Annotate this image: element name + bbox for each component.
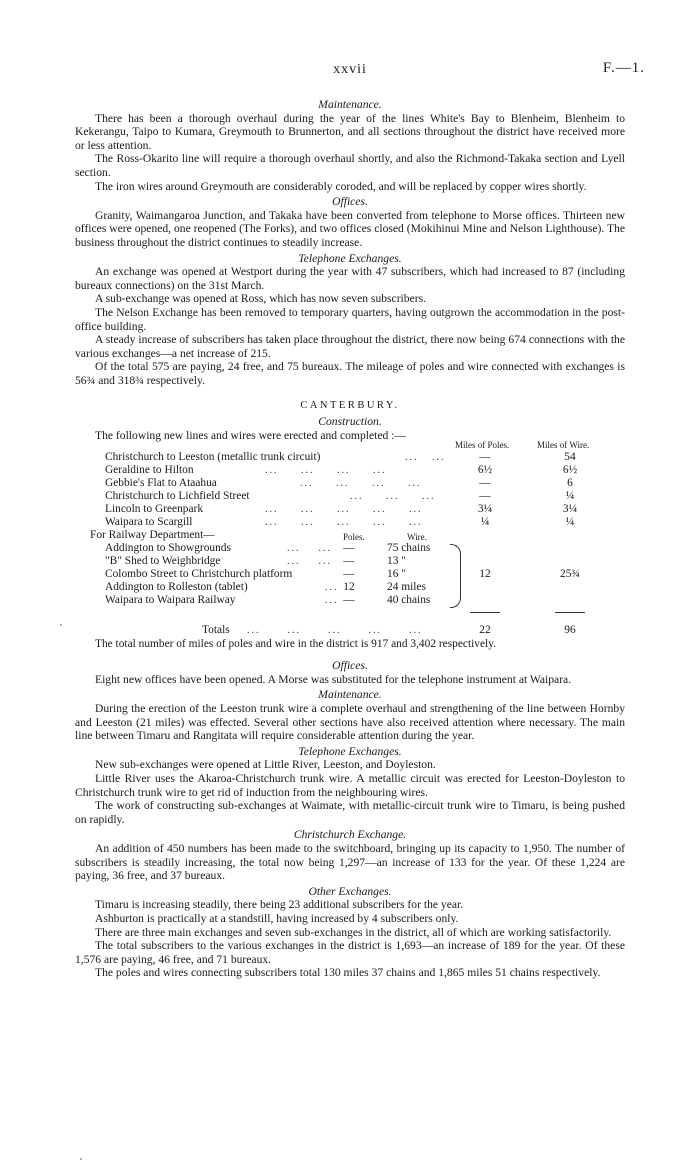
poles-cell: —	[479, 477, 491, 490]
construction-table	[75, 442, 625, 657]
table-row-label: Lincoln to Greenpark	[105, 503, 204, 516]
railway-wire-cell: 75 chains	[387, 542, 431, 555]
paragraph: A sub-exchange was opened at Ross, which has now seven subscribers.	[95, 292, 426, 306]
table-row-label: Christchurch to Leeston (metallic trunk circuit)	[105, 451, 321, 464]
sub-header-poles: Poles.	[343, 532, 365, 543]
railway-row-label: "B" Shed to Weighbridge	[105, 555, 221, 568]
paragraph: There has been a thorough overhaul during the year of the lines White's Bay to Blenheim, Blenheim to Kekerangu, Taipo to Kumara, Greymouth to Brunnerton, and all sections throughout the district have received more or less attention.	[75, 111, 625, 152]
paragraph: The work of constructing sub-exchanges at Waimate, with metallic-circuit trunk wire to Timaru, is being pushed on rapidly.	[75, 799, 625, 826]
construction-intro: The following new lines and wires were erected and completed :—	[95, 428, 406, 442]
page-reference: F.—1.	[602, 60, 645, 76]
railway-poles-cell: —	[343, 568, 355, 581]
maintenance-heading: Maintenance.	[318, 98, 382, 111]
paragraph: Timaru is increasing steadily, there being 23 additional subscribers for the year.	[95, 898, 464, 912]
leader-dots: ... ... ... ...	[300, 478, 422, 490]
summary-line: The total number of miles of poles and wire in the district is 917 and 3,402 respectively.	[95, 638, 497, 651]
poles-cell: 6½	[477, 464, 493, 477]
table-row-label: Gebbie's Flat to Ataahua	[105, 477, 217, 490]
paragraph: Granity, Waimangaroa Junction, and Takaka have been converted from telephone to Morse offices. Thirteen new offices were opened, one reopened (The Forks), and two offices closed (Mokihinui Mine and Nelson Lighthouse). The business throughout the district continues to steadily increase.	[75, 208, 625, 249]
railway-row-label: Addington to Rolleston (tablet)	[105, 581, 248, 594]
railway-poles-cell: 12	[343, 581, 355, 594]
leader-dots: ...	[325, 595, 339, 607]
paragraph: Of the total 575 are paying, 24 free, and 75 bureaux. The mileage of poles and wire connected with exchanges is 56¾ and 318¾ respectively.	[75, 360, 625, 387]
railway-heading: For Railway Department—	[90, 529, 215, 542]
sum-rule	[555, 612, 585, 613]
offices-heading: Offices.	[332, 659, 368, 673]
page-number: xxvii	[333, 62, 367, 77]
paragraph: Ashburton is practically at a standstill, having increased by 4 subscribers only.	[95, 911, 459, 925]
paragraph: Little River uses the Akaroa-Christchurch trunk wire. A metallic circuit was erected for Leeston-Doyleston to Christchurch trunk wire to get rid of induction from the neighbouring wires.	[75, 772, 625, 799]
leader-dots: ... ...	[405, 452, 446, 464]
leader-dots: ... ...	[287, 543, 332, 555]
railway-wire-cell: 40 chains	[387, 594, 431, 607]
paragraph: An addition of 450 numbers has been made to the switchboard, bringing up its capacity to 1,950. The number of subscribers is steadily increasing, the total now being 1,297—an increase of 133 for the year. Of these 1,224 are paying, 36 free, and 37 bureaux.	[75, 841, 625, 883]
railway-total-poles: 12	[479, 568, 491, 581]
paragraph: An exchange was opened at Westport during the year with 47 subscribers, which had increased to 87 (including bureaux connections) on the 31st March.	[75, 265, 625, 292]
total-wire: 96	[564, 624, 576, 637]
wire-cell: 6½	[562, 464, 578, 477]
leader-dots: ... ... ... ...	[265, 465, 387, 477]
paragraph: There are three main exchanges and seven sub-exchanges in the district, all of which are working satisfactorily.	[95, 925, 612, 939]
railway-wire-cell: 13 "	[387, 555, 406, 568]
leader-dots: ... ...	[287, 556, 332, 568]
poles-cell: —	[479, 490, 491, 503]
paragraph: The total subscribers to the various exchanges in the district is 1,693—an increase of 189 for the year. Of these 1,576 are paying, 46 free, and 71 bureaux.	[75, 939, 625, 966]
railway-poles-cell: —	[343, 542, 355, 555]
christchurch-exchange-heading: Christchurch Exchange.	[293, 828, 407, 842]
col-header-poles: Miles of Poles.	[455, 440, 510, 451]
railway-brace	[450, 544, 461, 608]
railway-wire-cell: 24 miles	[387, 581, 426, 594]
paragraph: The iron wires around Greymouth are considerably coroded, and will be replaced by copper wires shortly.	[95, 179, 587, 193]
maintenance-heading: Maintenance.	[318, 688, 382, 702]
paragraph: During the erection of the Leeston trunk wire a complete overhaul and strengthening of the line between Hornby and Leeston (21 miles) was effected. Several other sections have also received attention where necessary. The main line between Timaru and Rangitata will require considerable attention during the year.	[75, 702, 625, 743]
canterbury-heading: CANTERBURY.	[300, 400, 400, 412]
railway-poles-cell: —	[343, 555, 355, 568]
table-row-label: Geraldine to Hilton	[105, 464, 194, 477]
scan-speck	[60, 624, 62, 626]
railway-row-label: Waipara to Waipara Railway	[105, 594, 236, 607]
other-exchanges-heading: Other Exchanges.	[308, 884, 392, 898]
col-header-wire: Miles of Wire.	[537, 440, 590, 451]
telephone-exchanges-heading: Telephone Exchanges.	[298, 744, 402, 758]
poles-cell: —	[479, 451, 491, 464]
paragraph: The Nelson Exchange has been removed to temporary quarters, having outgrown the accommodation in the post-office building.	[75, 305, 625, 333]
paragraph: New sub-exchanges were opened at Little River, Leeston, and Doyleston.	[95, 758, 436, 772]
wire-cell: ¼	[565, 516, 575, 529]
paragraph: The Ross-Okarito line will require a thorough overhaul shortly, and also the Richmond-Takaka section and Lyell section.	[75, 152, 625, 179]
paragraph: A steady increase of subscribers has taken place throughout the district, there now being 674 connections with the various exchanges—a net increase of 215.	[75, 333, 625, 360]
telephone-exchanges-heading: Telephone Exchanges.	[298, 251, 402, 265]
table-row-label: Waipara to Scargill	[105, 516, 193, 529]
poles-cell: 3¼	[477, 503, 493, 516]
total-poles: 22	[479, 624, 491, 637]
leader-dots: ... ... ... ... ...	[247, 625, 423, 637]
leader-dots: ... ... ...	[350, 491, 436, 503]
totals-label: Totals	[202, 624, 230, 637]
leader-dots: ... ... ... ... ...	[265, 504, 423, 516]
construction-heading: Construction.	[318, 415, 382, 429]
wire-cell: 3¼	[562, 503, 578, 516]
railway-total-wire: 25¾	[560, 568, 580, 581]
leader-dots: ...	[325, 582, 339, 594]
offices-heading: Offices.	[332, 195, 368, 209]
wire-cell: 54	[564, 451, 576, 464]
leader-dots: ... ... ... ... ...	[265, 517, 423, 529]
railway-row-label: Addington to Showgrounds	[105, 542, 231, 555]
railway-poles-cell: —	[343, 594, 355, 607]
scan-speck	[80, 1158, 82, 1160]
upper-text-block	[75, 96, 625, 980]
paragraph: Eight new offices have been opened. A Morse was substituted for the telephone instrument at Waipara.	[95, 672, 572, 686]
paragraph: The poles and wires connecting subscribers total 130 miles 37 chains and 1,865 miles 51 chains respectively.	[95, 966, 601, 980]
wire-cell: 6	[567, 477, 573, 490]
railway-row-label: Colombo Street to Christchurch platform	[105, 568, 293, 581]
table-row-label: Christchurch to Lichfield Street	[105, 490, 250, 503]
wire-cell: ¼	[565, 490, 575, 503]
railway-wire-cell: 16 "	[387, 568, 406, 581]
sum-rule	[470, 612, 500, 613]
sub-header-wire: Wire.	[407, 532, 427, 543]
poles-cell: ¼	[480, 516, 490, 529]
